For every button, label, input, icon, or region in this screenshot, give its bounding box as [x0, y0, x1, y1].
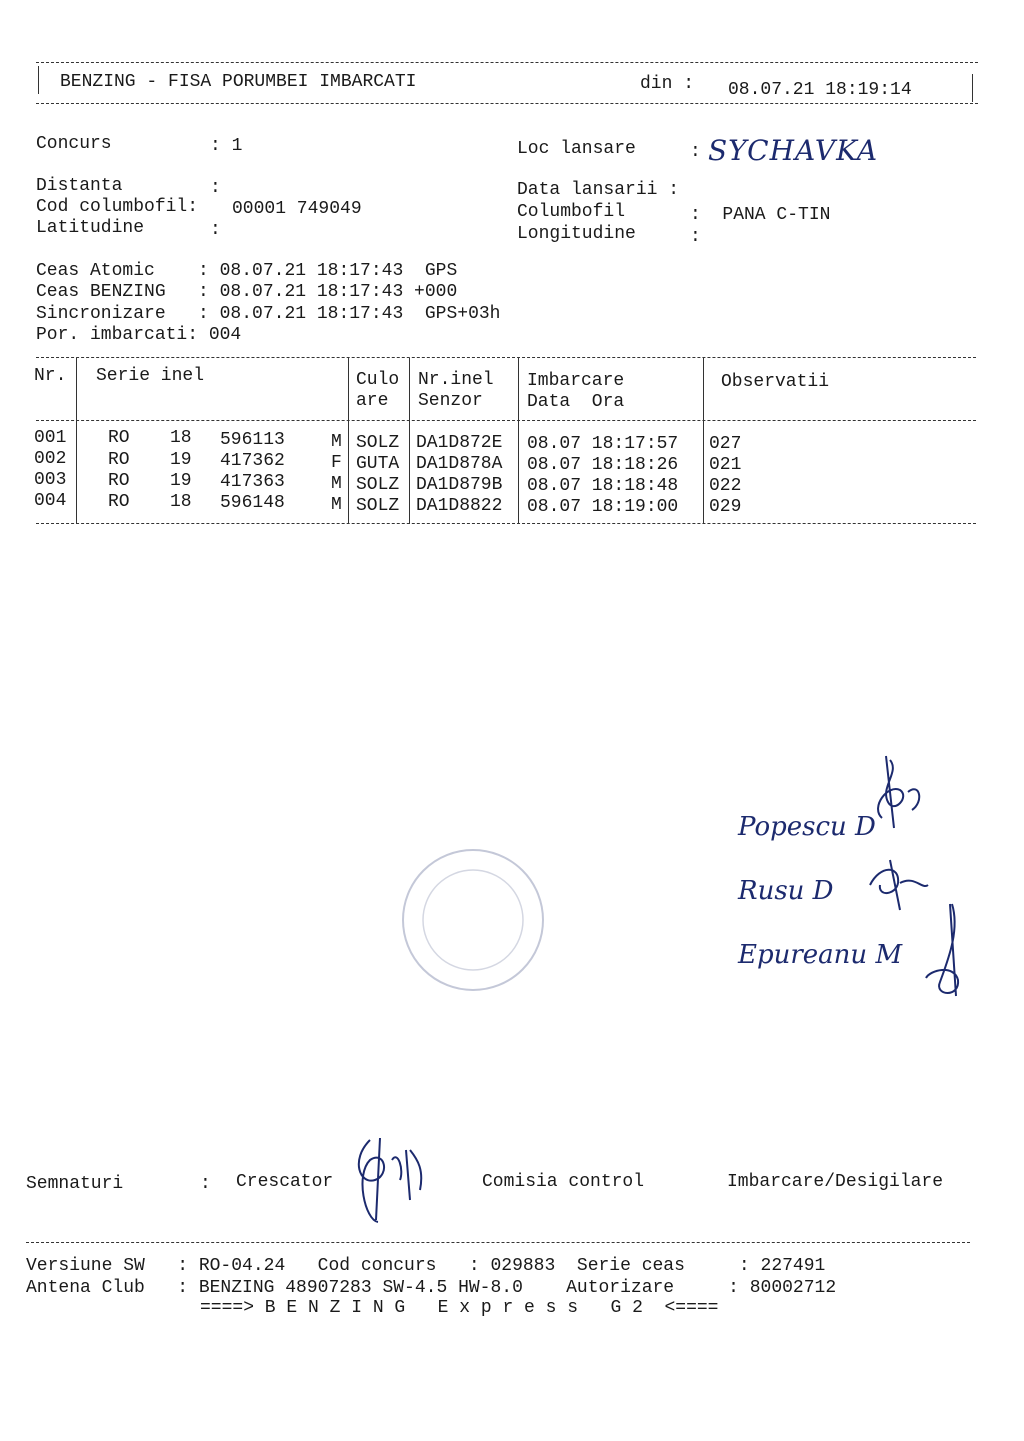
cell-ring: 596148 [220, 493, 285, 513]
header-imbarcare-1: Imbarcare [527, 371, 625, 391]
cell-ring: 596113 [220, 430, 285, 450]
cell-sex: M [331, 495, 342, 515]
faded-stamp [398, 845, 548, 995]
cell-datetime: 08.07 18:18:48 [527, 476, 679, 496]
longitudine-colon: : [690, 227, 701, 247]
footer-versiune-line: Versiune SW : RO-04.24 Cod concurs : 029883 Serie ceas : 227491 [26, 1256, 826, 1276]
cell-nr: 004 [34, 491, 67, 511]
cell-nr: 002 [34, 449, 67, 469]
sincronizare-line: Sincronizare : 08.07.21 18:17:43 GPS+03h [36, 304, 501, 324]
cell-nr: 003 [34, 470, 67, 490]
header-right-border [972, 74, 973, 102]
semnaturi-colon: : [200, 1174, 211, 1194]
cell-ring: 417362 [220, 451, 285, 471]
columbofil-label: Columbofil [517, 202, 626, 222]
header-serie-inel: Serie inel [96, 366, 205, 386]
din-label: din : [640, 74, 695, 94]
cell-country: RO [108, 428, 130, 448]
handwritten-name-2: Rusu D [738, 876, 834, 906]
header-nrinel-1: Nr.inel [418, 370, 494, 390]
footer-antena-line: Antena Club : BENZING 48907283 SW-4.5 HW-8.0 Autorizare : 80002712 [26, 1278, 837, 1298]
por-imbarcati-line: Por. imbarcati: 004 [36, 325, 242, 345]
cell-sex: F [331, 453, 342, 473]
columbofil-value: : PANA C-TIN [690, 205, 831, 225]
ceas-atomic-line: Ceas Atomic : 08.07.21 18:17:43 GPS [36, 261, 458, 281]
col-divider-serie [348, 358, 349, 524]
cell-datetime: 08.07 18:18:26 [527, 455, 679, 475]
col-divider-culoare [409, 358, 410, 524]
crescator-label: Crescator [236, 1172, 334, 1192]
header-left-border [38, 66, 39, 94]
cell-obs: 021 [709, 455, 742, 475]
col-divider-senzor [518, 358, 519, 524]
concurs-label: Concurs [36, 134, 112, 154]
cell-sex: M [331, 432, 342, 452]
cell-obs: 022 [709, 476, 742, 496]
footer-benzing-express-banner: ====> B E N Z I N G E x p r e s s G 2 <==== [200, 1298, 719, 1318]
cell-country: RO [108, 471, 130, 491]
document-title: BENZING - FISA PORUMBEI IMBARCATI [60, 72, 417, 92]
ceas-benzing-line: Ceas BENZING : 08.07.21 18:17:43 +000 [36, 282, 458, 302]
latitudine-colon: : [210, 220, 221, 240]
cell-sex: M [331, 474, 342, 494]
header-imbarcare-2: Data Ora [527, 392, 625, 412]
cell-obs: 029 [709, 497, 742, 517]
handwritten-name-1: Popescu D [738, 812, 876, 842]
cell-datetime: 08.07 18:17:57 [527, 434, 679, 454]
cell-year: 18 [170, 428, 192, 448]
table-top-rule [36, 357, 976, 358]
loc-lansare-colon: : [690, 142, 701, 162]
concurs-value: : 1 [210, 136, 243, 156]
header-culoare-2: are [356, 391, 389, 411]
cell-ring: 417363 [220, 472, 285, 492]
cell-sensor: DA1D879B [416, 475, 503, 495]
latitudine-label: Latitudine [36, 218, 145, 238]
cell-year: 18 [170, 492, 192, 512]
header-nrinel-2: Senzor [418, 391, 483, 411]
distanta-label: Distanta [36, 176, 123, 196]
cell-year: 19 [170, 450, 192, 470]
cell-color: SOLZ [356, 433, 400, 453]
table-header-rule [36, 420, 976, 421]
header-observatii: Observatii [721, 372, 830, 392]
header-bottom-rule [36, 103, 978, 104]
comisia-control-label: Comisia control [482, 1172, 645, 1192]
header-culoare-1: Culo [356, 370, 400, 390]
cell-color: GUTA [356, 454, 400, 474]
cell-country: RO [108, 492, 130, 512]
data-lansarii-label: Data lansarii : [517, 180, 680, 200]
col-divider-imbarcare [703, 358, 704, 524]
longitudine-label: Longitudine [517, 224, 636, 244]
footer-rule [26, 1242, 970, 1243]
committee-signature-1 [860, 752, 930, 832]
header-top-rule [36, 62, 978, 63]
din-timestamp: 08.07.21 18:19:14 [728, 80, 912, 100]
handwritten-name-3: Epureanu M [738, 940, 903, 970]
distanta-colon: : [210, 178, 221, 198]
header-nr: Nr. [34, 366, 67, 386]
loc-lansare-handwritten-value: SYCHAVKA [708, 134, 879, 167]
cell-nr: 001 [34, 428, 67, 448]
cell-color: SOLZ [356, 475, 400, 495]
cod-columbofil-value: 00001 749049 [232, 199, 362, 219]
cell-sensor: DA1D872E [416, 433, 503, 453]
committee-signature-3 [920, 900, 980, 1000]
table-bottom-rule [36, 523, 976, 524]
cell-obs: 027 [709, 434, 742, 454]
cell-color: SOLZ [356, 496, 400, 516]
cell-sensor: DA1D878A [416, 454, 503, 474]
cod-columbofil-label: Cod columbofil: [36, 197, 199, 217]
col-divider-nr [76, 358, 77, 524]
loc-lansare-label: Loc lansare [517, 139, 636, 159]
cell-sensor: DA1D8822 [416, 496, 503, 516]
cell-year: 19 [170, 471, 192, 491]
cell-datetime: 08.07 18:19:00 [527, 497, 679, 517]
cell-country: RO [108, 450, 130, 470]
semnaturi-label: Semnaturi [26, 1174, 124, 1194]
crescator-signature [340, 1130, 430, 1230]
imbarcare-desigilare-label: Imbarcare/Desigilare [727, 1172, 944, 1192]
